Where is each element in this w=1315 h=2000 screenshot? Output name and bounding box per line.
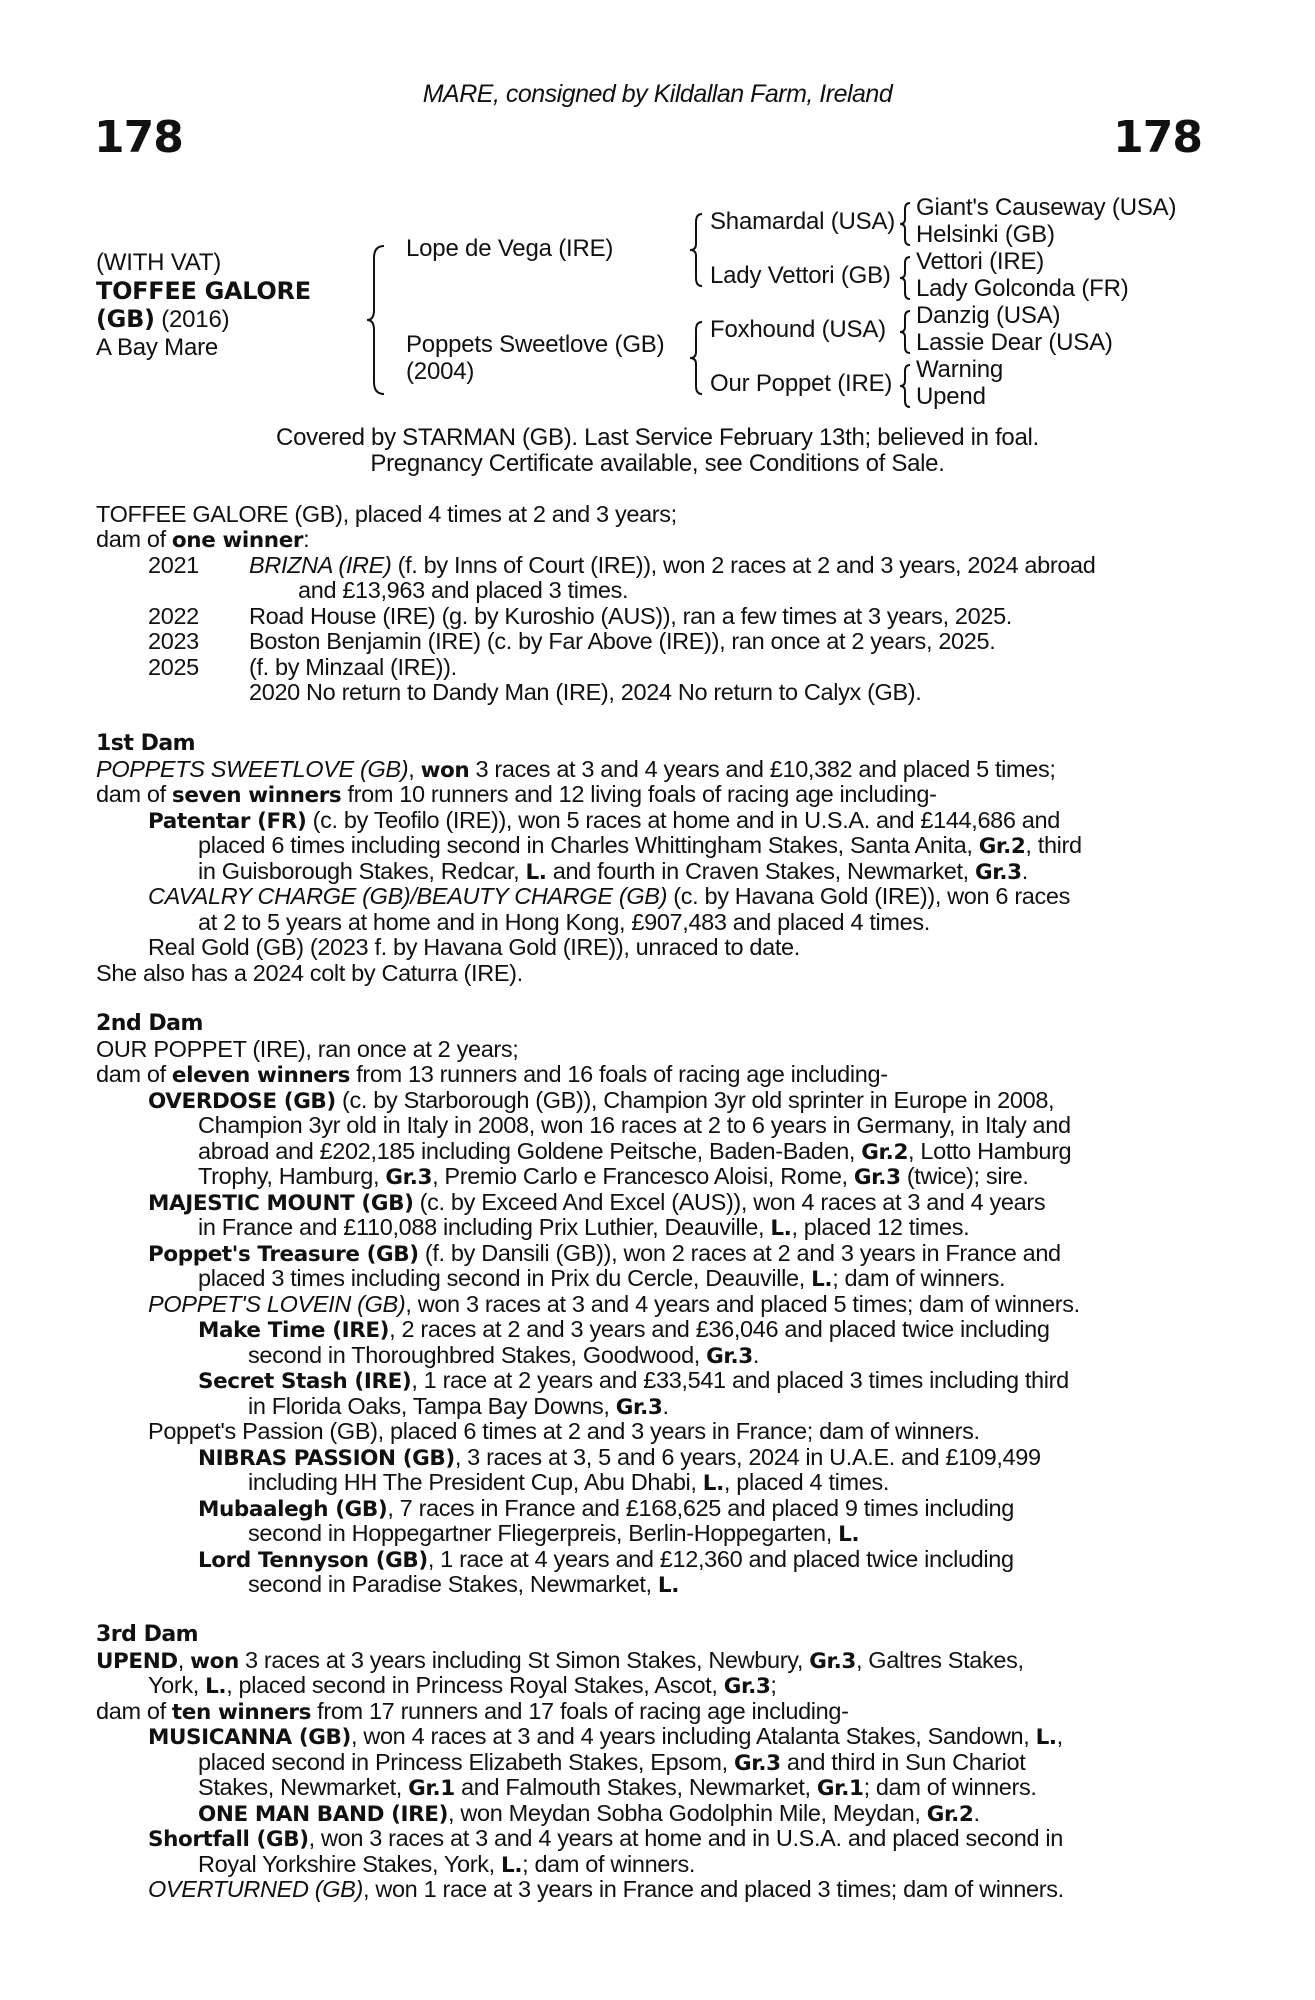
bold-text-run: Gr.3 xyxy=(809,1649,856,1674)
text-run: York, xyxy=(148,1672,206,1698)
pedigree-dam-year: (2004) xyxy=(406,358,475,385)
third-dam-line xyxy=(148,1673,777,1700)
second-dam-line xyxy=(198,1317,1050,1344)
horse-name: TOFFEE GALORE xyxy=(96,277,311,305)
text-run: , third xyxy=(1025,832,1082,858)
bold-text-run: MUSICANNA (GB) xyxy=(148,1725,351,1750)
second-dam-line xyxy=(198,1215,969,1242)
foal-year: 2023 xyxy=(148,628,199,654)
text-run: , xyxy=(177,1647,191,1673)
text-run: dam of xyxy=(96,1698,172,1724)
text-run: , placed 12 times. xyxy=(791,1214,970,1240)
text-run: OUR POPPET (IRE), ran once at 2 years; xyxy=(96,1036,519,1062)
second-dam-line xyxy=(148,1292,1080,1318)
horse-identity xyxy=(96,249,311,362)
second-dam-line xyxy=(96,1062,888,1089)
horse-description: A Bay Mare xyxy=(96,334,219,361)
text-run: in Guisborough Stakes, Redcar, xyxy=(198,858,526,884)
text-run: dam of xyxy=(96,526,172,552)
text-run: placed 3 times including second in Prix du Cercle, Deauville, xyxy=(198,1265,812,1291)
text-run: , won 1 race at 3 years in France and placed 3 times; dam of winners. xyxy=(362,1876,1064,1902)
bold-text-run: Gr.3 xyxy=(734,1751,781,1776)
pedigree-brace-sire xyxy=(688,210,706,290)
pedigree-dds: Warning xyxy=(916,356,1004,383)
foal-entry-cont xyxy=(298,578,628,604)
pedigree-sire: Lope de Vega (IRE) xyxy=(406,235,614,262)
text-run: , xyxy=(1056,1723,1063,1749)
bold-text-run: L. xyxy=(702,1471,724,1496)
second-dam-line xyxy=(148,1419,980,1445)
third-dam-line xyxy=(198,1801,980,1828)
italic-text-run: CAVALRY CHARGE (GB)/BEAUTY CHARGE (GB) xyxy=(148,883,668,909)
first-dam-line xyxy=(148,935,800,961)
lot-number-left: 178 xyxy=(94,112,183,163)
bold-text-run: L. xyxy=(838,1522,860,1547)
pedigree-sire-sire: Shamardal (USA) xyxy=(710,208,896,235)
text-run: ; xyxy=(770,1672,777,1698)
italic-text-run: BRIZNA (IRE) xyxy=(249,552,392,578)
pedigree-sire-dam: Lady Vettori (GB) xyxy=(710,262,891,289)
second-dam-line xyxy=(248,1521,859,1548)
bold-text-run: Gr.2 xyxy=(926,1802,974,1827)
text-run: and fourth in Craven Stakes, Newmarket, xyxy=(546,858,975,884)
second-dam-line xyxy=(248,1572,679,1599)
bold-text-run: won xyxy=(420,758,470,783)
text-run: second in Thoroughbred Stakes, Goodwood, xyxy=(248,1342,707,1368)
foal-year: 2022 xyxy=(148,603,199,629)
pedigree-dam-sire: Foxhound (USA) xyxy=(710,316,886,343)
bold-text-run: Lord Tennyson (GB) xyxy=(198,1548,428,1573)
third-dam-line xyxy=(198,1852,695,1879)
text-run: She also has a 2024 colt by Caturra (IRE). xyxy=(96,960,523,986)
text-run: : xyxy=(303,526,310,552)
first-dam-line xyxy=(96,961,523,987)
second-dam-line xyxy=(198,1547,1014,1574)
pedigree-brace-dd xyxy=(898,362,914,412)
text-run: Champion 3yr old in Italy in 2008, won 16 races at 2 to 6 years in Germany, in Italy and xyxy=(198,1112,1071,1138)
bold-text-run: one winner xyxy=(171,528,304,553)
section-heading-2nd-dam: 2nd Dam xyxy=(96,1011,203,1036)
bold-text-run: Gr.3 xyxy=(615,1395,663,1420)
no-return-note xyxy=(249,680,921,706)
text-run: (c. by Teofilo (IRE)), won 5 races at home and in U.S.A. and £144,686 and xyxy=(306,807,1060,833)
pedigree-dss: Danzig (USA) xyxy=(916,302,1061,329)
text-run: placed 6 times including second in Charles Whittingham Stakes, Santa Anita, xyxy=(198,832,979,858)
text-run: (c. by Exceed And Excel (AUS)), won 4 races at 3 and 4 years xyxy=(413,1189,1046,1215)
third-dam-line xyxy=(96,1699,849,1726)
bold-text-run: Patentar (FR) xyxy=(148,809,307,834)
text-run: (f. by Inns of Court (IRE)), won 2 races at 2 and 3 years, 2024 abroad xyxy=(391,552,1096,578)
second-dam-line xyxy=(148,1241,1061,1268)
first-dam-line xyxy=(96,782,937,809)
bold-text-run: OVERDOSE (GB) xyxy=(148,1089,336,1114)
text-run: dam of xyxy=(96,1061,172,1087)
text-run: ; dam of winners. xyxy=(522,1851,696,1877)
bold-text-run: Gr.3 xyxy=(853,1165,901,1190)
second-dam-line xyxy=(198,1368,1069,1395)
bold-text-run: L. xyxy=(811,1267,833,1292)
italic-text-run: POPPET'S LOVEIN (GB) xyxy=(148,1291,406,1317)
bold-text-run: L. xyxy=(501,1853,523,1878)
horse-year: (2016) xyxy=(154,306,230,333)
text-run: , xyxy=(408,756,421,782)
text-run: from 13 runners and 16 foals of racing age including- xyxy=(350,1061,888,1087)
text-run: in France and £110,088 including Prix Luthier, Deauville, xyxy=(198,1214,771,1240)
text-run: Road House (IRE) (g. by Kuroshio (AUS)), ran a few times at 3 years, 2025. xyxy=(249,603,1012,629)
text-run: Poppet's Passion (GB), placed 6 times at 2 and 3 years in France; dam of winners. xyxy=(148,1418,980,1444)
text-run: 3 races at 3 years including St Simon Stakes, Newbury, xyxy=(238,1647,810,1673)
first-dam-line xyxy=(148,884,1070,910)
bold-text-run: Gr.3 xyxy=(706,1344,753,1369)
italic-text-run: OVERTURNED (GB) xyxy=(148,1876,363,1902)
text-run: and third in Sun Chariot xyxy=(780,1749,1026,1775)
bold-text-run: won xyxy=(190,1649,239,1674)
text-run: second in Paradise Stakes, Newmarket, xyxy=(248,1571,658,1597)
bold-text-run: Gr.3 xyxy=(723,1674,771,1699)
text-run: , 2 races at 2 and 3 years and £36,046 and placed twice including xyxy=(389,1316,1050,1342)
third-dam-line xyxy=(148,1877,1064,1903)
text-run: , 1 race at 4 years and £12,360 and placed twice including xyxy=(427,1546,1014,1572)
text-run: from 17 runners and 17 foals of racing age including- xyxy=(311,1698,849,1724)
second-dam-line xyxy=(198,1164,1029,1191)
text-run: abroad and £202,185 including Goldene Peitsche, Baden-Baden, xyxy=(198,1138,862,1164)
bold-text-run: Gr.1 xyxy=(816,1776,864,1801)
first-dam-line xyxy=(148,808,1060,835)
bold-text-run: Make Time (IRE) xyxy=(198,1318,390,1343)
text-run: from 10 runners and 12 living foals of racing age including- xyxy=(341,781,937,807)
text-run: , Lotto Hamburg xyxy=(908,1138,1072,1164)
first-dam-line xyxy=(198,833,1082,860)
bold-text-run: L. xyxy=(1035,1725,1057,1750)
pedigree-dam-dam: Our Poppet (IRE) xyxy=(710,370,893,397)
pedigree-brace-dam xyxy=(688,318,706,398)
first-dam-line xyxy=(198,910,930,936)
text-run: (c. by Starborough (GB)), Champion 3yr old sprinter in Europe in 2008, xyxy=(335,1087,1055,1113)
consignor-subtitle: MARE, consigned by Kildallan Farm, Ireland xyxy=(422,80,893,108)
text-run: second in Hoppegartner Fliegerpreis, Berlin-Hoppegarten, xyxy=(248,1520,839,1546)
text-run: , 7 races in France and £168,625 and placed 9 times including xyxy=(387,1495,1014,1521)
bold-text-run: Gr.3 xyxy=(975,860,1022,885)
foal-entry xyxy=(249,604,1012,630)
section-heading-1st-dam: 1st Dam xyxy=(96,731,196,756)
pregnancy-note: Pregnancy Certificate available, see Conditions of Sale. xyxy=(370,450,945,477)
text-run: , won Meydan Sobha Godolphin Mile, Meydan, xyxy=(448,1800,927,1826)
text-run: , 3 races at 3, 5 and 6 years, 2024 in U.A.E. and £109,499 xyxy=(454,1444,1041,1470)
bold-text-run: L. xyxy=(770,1216,792,1241)
pedigree-ssd: Helsinki (GB) xyxy=(916,221,1055,248)
bold-text-run: UPEND xyxy=(96,1649,178,1674)
text-run: and Falmouth Stakes, Newmarket, xyxy=(454,1774,817,1800)
foal-year: 2025 xyxy=(148,654,199,680)
pedigree-dsd: Lassie Dear (USA) xyxy=(916,329,1113,356)
horse-country: (GB) xyxy=(96,305,155,333)
pedigree-brace-ds xyxy=(898,308,914,358)
text-run: . xyxy=(662,1393,669,1419)
pedigree-brace-sd xyxy=(898,254,914,304)
text-run: ; dam of winners. xyxy=(832,1265,1006,1291)
third-dam-line xyxy=(148,1826,1063,1853)
third-dam-line xyxy=(198,1775,1037,1802)
pedigree-sss: Giant's Causeway (USA) xyxy=(916,194,1177,221)
text-run: Stakes, Newmarket, xyxy=(198,1774,409,1800)
pedigree-ddd: Upend xyxy=(916,383,986,410)
text-run: , won 4 races at 3 and 4 years including Atalanta Stakes, Sandown, xyxy=(350,1723,1036,1749)
second-dam-line xyxy=(198,1496,1014,1523)
text-run: , placed 4 times. xyxy=(723,1469,890,1495)
bold-text-run: ten winners xyxy=(171,1700,311,1725)
text-run: , Premio Carlo e Francesco Aloisi, Rome, xyxy=(432,1163,854,1189)
bold-text-run: eleven winners xyxy=(171,1063,351,1088)
italic-text-run: POPPETS SWEETLOVE (GB) xyxy=(96,756,409,782)
text-run: in Florida Oaks, Tampa Bay Downs, xyxy=(248,1393,616,1419)
produce-intro xyxy=(96,502,677,528)
text-run: (f. by Dansili (GB)), won 2 races at 2 and 3 years in France and xyxy=(418,1240,1061,1266)
bold-text-run: L. xyxy=(205,1674,227,1699)
text-run: (twice); sire. xyxy=(900,1163,1029,1189)
pedigree-brace-ss xyxy=(898,200,914,250)
text-run: 3 races at 3 and 4 years and £10,382 and placed 5 times; xyxy=(469,756,1056,782)
horse-name-suffix-line xyxy=(96,305,311,334)
lot-number-right: 178 xyxy=(1113,112,1202,163)
text-run: including HH The President Cup, Abu Dhabi, xyxy=(248,1469,703,1495)
covering-note: Covered by STARMAN (GB). Last Service February 13th; believed in foal. xyxy=(276,424,1039,451)
text-run: (f. by Minzaal (IRE)). xyxy=(249,654,457,680)
bold-text-run: L. xyxy=(525,860,547,885)
text-run: TOFFEE GALORE (GB), placed 4 times at 2 and 3 years; xyxy=(96,501,677,527)
foal-entry xyxy=(249,629,995,655)
text-run: Royal Yorkshire Stakes, York, xyxy=(198,1851,502,1877)
first-dam-line xyxy=(198,859,1028,886)
pedigree-brace-main xyxy=(364,240,388,400)
text-run: , 1 race at 2 years and £33,541 and placed 3 times including third xyxy=(411,1367,1069,1393)
bold-text-run: L. xyxy=(657,1573,679,1598)
text-run: Boston Benjamin (IRE) (c. by Far Above (IRE)), ran once at 2 years, 2025. xyxy=(249,628,996,654)
bold-text-run: Gr.2 xyxy=(861,1140,909,1165)
foal-entry xyxy=(249,655,457,681)
text-run: Trophy, Hamburg, xyxy=(198,1163,386,1189)
text-run: and £13,963 and placed 3 times. xyxy=(298,577,629,603)
third-dam-line xyxy=(96,1648,1024,1675)
foal-entry xyxy=(249,553,1096,579)
bold-text-run: ONE MAN BAND (IRE) xyxy=(198,1802,449,1827)
bold-text-run: Mubaalegh (GB) xyxy=(198,1497,388,1522)
bold-text-run: NIBRAS PASSION (GB) xyxy=(198,1446,455,1471)
bold-text-run: Shortfall (GB) xyxy=(148,1827,309,1852)
pedigree-sdd: Lady Golconda (FR) xyxy=(916,275,1129,302)
bold-text-run: Gr.2 xyxy=(978,834,1026,859)
text-run: , placed second in Princess Royal Stakes, Ascot, xyxy=(226,1672,724,1698)
second-dam-line xyxy=(248,1343,759,1370)
produce-dam-of xyxy=(96,527,309,554)
second-dam-line xyxy=(148,1088,1054,1115)
section-heading-3rd-dam: 3rd Dam xyxy=(96,1622,199,1647)
text-run: , won 3 races at 3 and 4 years and placed 5 times; dam of winners. xyxy=(405,1291,1080,1317)
first-dam-line xyxy=(96,757,1056,784)
third-dam-line xyxy=(148,1724,1063,1751)
second-dam-line xyxy=(198,1139,1071,1166)
foal-year: 2021 xyxy=(148,552,199,578)
text-run: placed second in Princess Elizabeth Stakes, Epsom, xyxy=(198,1749,734,1775)
text-run: (c. by Havana Gold (IRE)), won 6 races xyxy=(667,883,1071,909)
text-run: . xyxy=(752,1342,760,1368)
second-dam-line xyxy=(248,1470,889,1497)
second-dam-line xyxy=(148,1190,1045,1217)
text-run: . xyxy=(973,1800,980,1826)
text-run: , won 3 races at 3 and 4 years at home and in U.S.A. and placed second in xyxy=(308,1825,1063,1851)
bold-text-run: seven winners xyxy=(171,783,342,808)
text-run: ; dam of winners. xyxy=(863,1774,1037,1800)
text-run: , Galtres Stakes, xyxy=(855,1647,1024,1673)
bold-text-run: MAJESTIC MOUNT (GB) xyxy=(148,1191,414,1216)
third-dam-line xyxy=(198,1750,1025,1777)
second-dam-line xyxy=(198,1266,1005,1293)
pedigree-dam: Poppets Sweetlove (GB) xyxy=(406,331,665,358)
bold-text-run: Secret Stash (IRE) xyxy=(198,1369,412,1394)
bold-text-run: Poppet's Treasure (GB) xyxy=(148,1242,419,1267)
text-run: dam of xyxy=(96,781,172,807)
second-dam-line xyxy=(96,1037,518,1063)
vat-note: (WITH VAT) xyxy=(96,249,222,276)
text-run: 2020 No return to Dandy Man (IRE), 2024 No return to Calyx (GB). xyxy=(249,679,922,705)
second-dam-line xyxy=(198,1445,1041,1472)
text-run: at 2 to 5 years at home and in Hong Kong, £907,483 and placed 4 times. xyxy=(198,909,930,935)
pedigree-sds: Vettori (IRE) xyxy=(916,248,1045,275)
text-run: . xyxy=(1021,858,1028,884)
second-dam-line xyxy=(198,1113,1071,1139)
text-run: Real Gold (GB) (2023 f. by Havana Gold (IRE)), unraced to date. xyxy=(148,934,800,960)
bold-text-run: Gr.3 xyxy=(385,1165,433,1190)
second-dam-line xyxy=(248,1394,669,1421)
bold-text-run: Gr.1 xyxy=(408,1776,455,1801)
